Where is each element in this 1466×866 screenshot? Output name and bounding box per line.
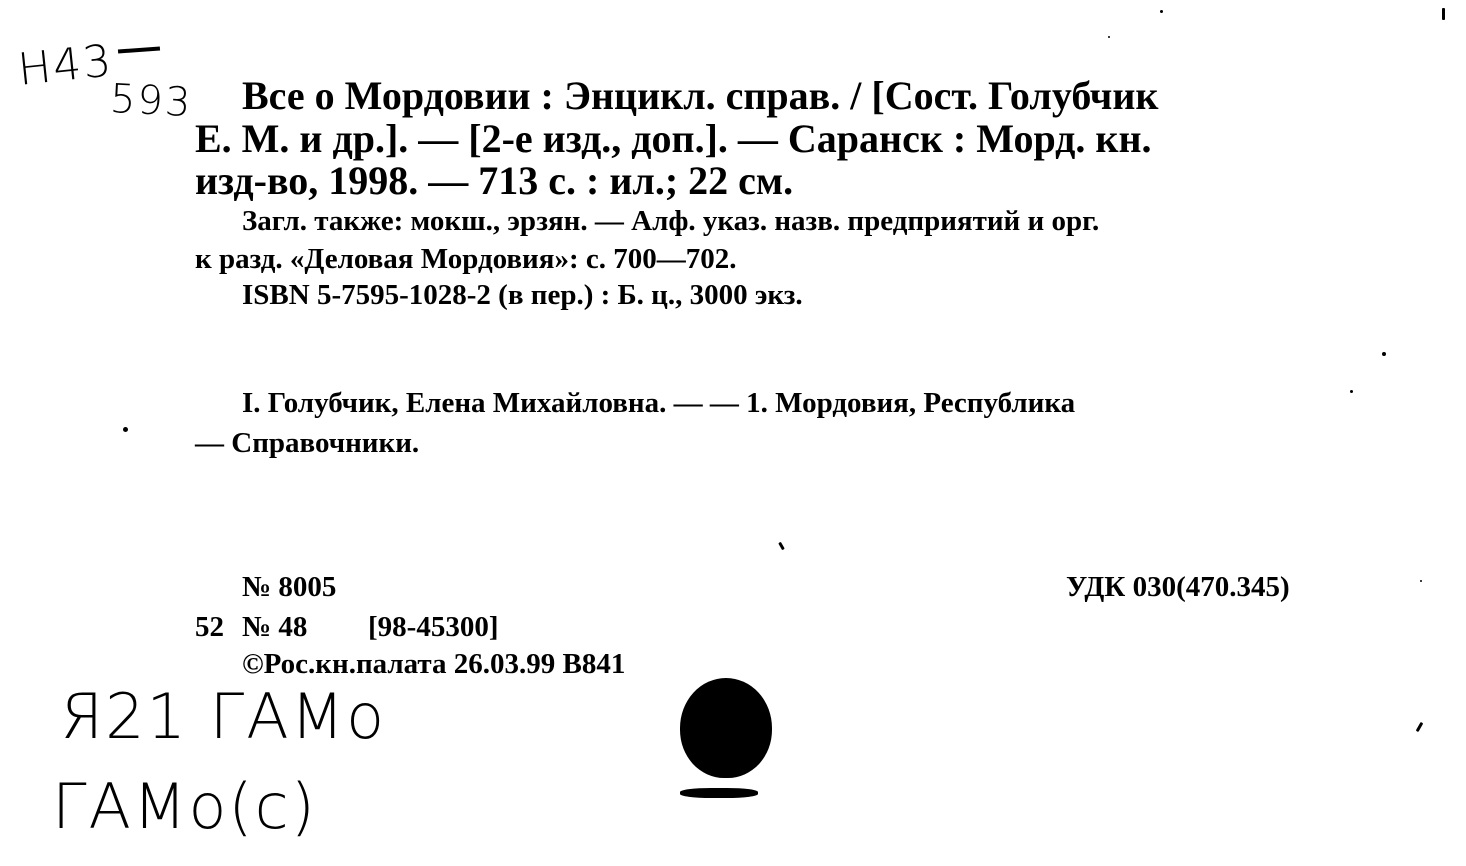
handwritten-shelfmark-bottom: 593 [108, 75, 194, 127]
record-code: [98-45300] [368, 611, 499, 643]
punch-hole [680, 678, 772, 778]
scan-speck [123, 427, 128, 432]
scan-speck [1350, 390, 1353, 393]
note-line-1: Загл. также: мокш., эрзян. — Алф. указ. назв. предприятий и орг. [242, 205, 1100, 237]
entry-line-1: Все о Мордовии : Энцикл. справ. / [Сост. Голубчик [242, 73, 1159, 118]
handwritten-dash [118, 47, 160, 54]
scan-speck [778, 542, 785, 550]
book-chamber-line: ©Рос.кн.палата 26.03.99 В841 [242, 648, 626, 680]
tracing-line-1: I. Голубчик, Елена Михайловна. — — 1. Мордовия, Республика [242, 387, 1076, 419]
card-number: № 8005 [242, 571, 337, 603]
scan-speck [1160, 10, 1163, 13]
entry-line-3: изд-во, 1998. — 713 с. : ил.; 22 см. [195, 158, 794, 203]
handwritten-library-code-2: ГАМо(с) [52, 770, 317, 843]
scan-speck [1108, 36, 1110, 38]
scan-speck [1420, 580, 1422, 582]
card-number-2: № 48 [242, 611, 308, 643]
handwritten-shelfmark-top: Н43 [15, 35, 116, 96]
scan-speck [1382, 352, 1386, 356]
isbn-line: ISBN 5-7595-1028-2 (в пер.) : Б. ц., 3000 экз. [242, 279, 803, 311]
scan-speck [1442, 8, 1445, 20]
prefix-number: 52 [195, 611, 224, 643]
punch-hole-shadow [680, 788, 758, 798]
handwritten-library-code-1: Я21 ГАМо [60, 680, 387, 753]
udk-code: УДК 030(470.345) [1066, 571, 1290, 603]
tracing-line-2: — Справочники. [195, 427, 420, 459]
entry-line-2: Е. М. и др.]. — [2-е изд., доп.]. — Саранск : Морд. кн. [195, 116, 1152, 161]
note-line-2: к разд. «Деловая Мордовия»: с. 700—702. [195, 243, 737, 275]
scan-speck [1416, 722, 1424, 732]
